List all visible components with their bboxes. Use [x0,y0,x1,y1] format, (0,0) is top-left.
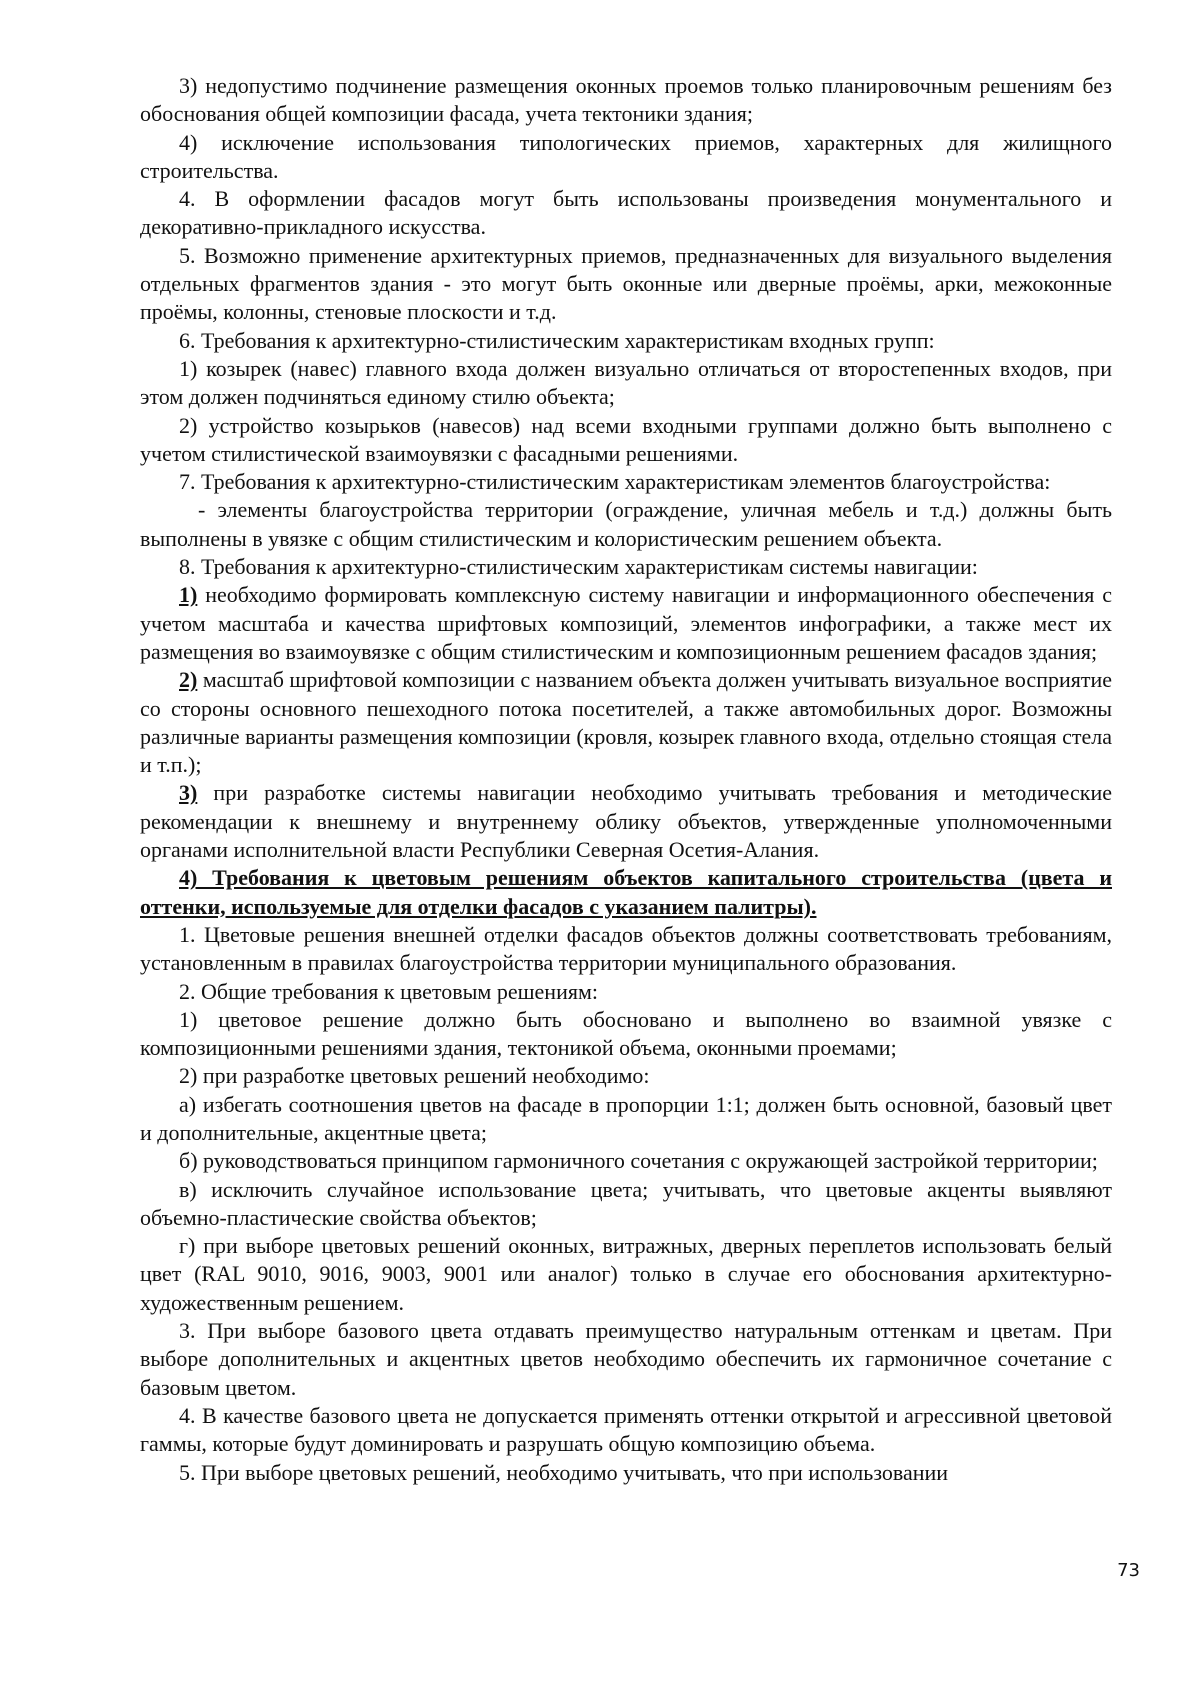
paragraph: - элементы благоустройства территории (ограждение, уличная мебель и т.д.) должны быть выполнены в увязке с общим стилистическим и колористическим решением объекта. [140,497,1112,551]
paragraph: 4. В качестве базового цвета не допускается применять оттенки открытой и агрессивной цветовой гаммы, которые будут доминировать и разрушать общую композицию объема. [140,1402,1112,1457]
document-page [140,72,1112,1487]
paragraph: 5. Возможно применение архитектурных приемов, предназначенных для визуального выделения отдельных фрагментов здания - это могут быть оконные или дверные проёмы, арки, межоконные проёмы, колонны, стеновые плоскости и т.д. [140,242,1112,325]
paragraph: 2. Общие требования к цветовым решениям: [179,978,598,1004]
navigation-item-text: при разработке системы навигации необходимо учитывать требования и методические рекомендации к внешнему и внутреннему облику объектов, утвержденные уполномоченными органами исполнительной власти Республики Северная Осетия-Алания. [140,780,1112,863]
navigation-item [140,581,1112,666]
paragraph: 3. При выборе базового цвета отдавать преимущество натуральным оттенкам и цветам. При выборе дополнительных и акцентных цветов необходимо обеспечить их гармоничное сочетание с базовым цветом. [140,1318,1112,1400]
paragraph: г) при выборе цветовых решений оконных, витражных, дверных переплетов использовать белый цвет (RAL 9010, 9016, 9003, 9001 или аналог) только в случае его обоснования архитектурно-художественным решением. [140,1233,1112,1315]
paragraph: 7. Требования к архитектурно-стилистическим характеристикам элементов благоустройства: [179,469,1051,495]
paragraph: 4) исключение использования типологических приемов, характерных для жилищного строительства. [140,129,1112,183]
paragraph: 2) при разработке цветовых решений необходимо: [179,1063,650,1089]
section-heading: 4) Требования к цветовым решениям объектов капитального строительства (цвета и оттенки, используемые для отделки фасадов с указанием палитры). [140,865,1112,919]
paragraph: 1) козырек (навес) главного входа должен визуально отличаться от второстепенных входов, при этом должен подчиняться единому стилю объекта; [140,355,1112,410]
navigation-item [140,666,1112,779]
paragraph: а) избегать соотношения цветов на фасаде в пропорции 1:1; должен быть основной, базовый цвет и дополнительные, акцентные цвета; [140,1091,1112,1145]
page-number: 73 [1117,1560,1140,1581]
navigation-item-number: 1) [179,582,198,608]
paragraph: 8. Требования к архитектурно-стилистическим характеристикам системы навигации: [179,554,978,580]
paragraph: 3) недопустимо подчинение размещения оконных проемов только планировочным решениям без обоснования общей композиции фасада, учета тектоники здания; [140,73,1112,127]
navigation-item-number: 2) [179,667,198,693]
paragraph: 6. Требования к архитектурно-стилистическим характеристикам входных групп: [179,327,935,353]
paragraph: 4. В оформлении фасадов могут быть использованы произведения монументального и декоративно-прикладного искусства. [140,186,1112,240]
paragraph: 1. Цветовые решения внешней отделки фасадов объектов должны соответствовать требованиям, установленным в правилах благоустройства территории муниципального образования. [140,921,1112,976]
navigation-item-text: масштаб шрифтовой композиции с названием объекта должен учитывать визуальное восприятие со стороны основного пешеходного потока посетителей, а также автомобильных дорог. Возможны различные варианты размещения композиции (кровля, козырек главного входа, отдельно стоящая стела и т.п.); [140,667,1113,778]
navigation-item [140,779,1112,864]
paragraph: 2) устройство козырьков (навесов) над всеми входными группами должно быть выполнено с учетом стилистической взаимоувязки с фасадными решениями. [140,412,1112,466]
paragraph: б) руководствоваться принципом гармоничного сочетания с окружающей застройкой территории; [179,1148,1098,1174]
navigation-item-text: необходимо формировать комплексную систему навигации и информационного обеспечения с учетом масштаба и качества шрифтовых композиций, элементов инфографики, а также мест их размещения во взаимоувязке с общим стилистическим и композиционным решением фасадов здания; [140,582,1112,664]
navigation-item-number: 3) [179,780,198,806]
paragraph: 5. При выборе цветовых решений, необходимо учитывать, что при использовании [179,1459,949,1485]
paragraph: в) исключить случайное использование цвета; учитывать, что цветовые акценты выявляют объемно-пластические свойства объектов; [140,1176,1112,1230]
paragraph: 1) цветовое решение должно быть обосновано и выполнено во взаимной увязке с композиционными решениями здания, тектоникой объема, оконными проемами; [140,1006,1112,1061]
